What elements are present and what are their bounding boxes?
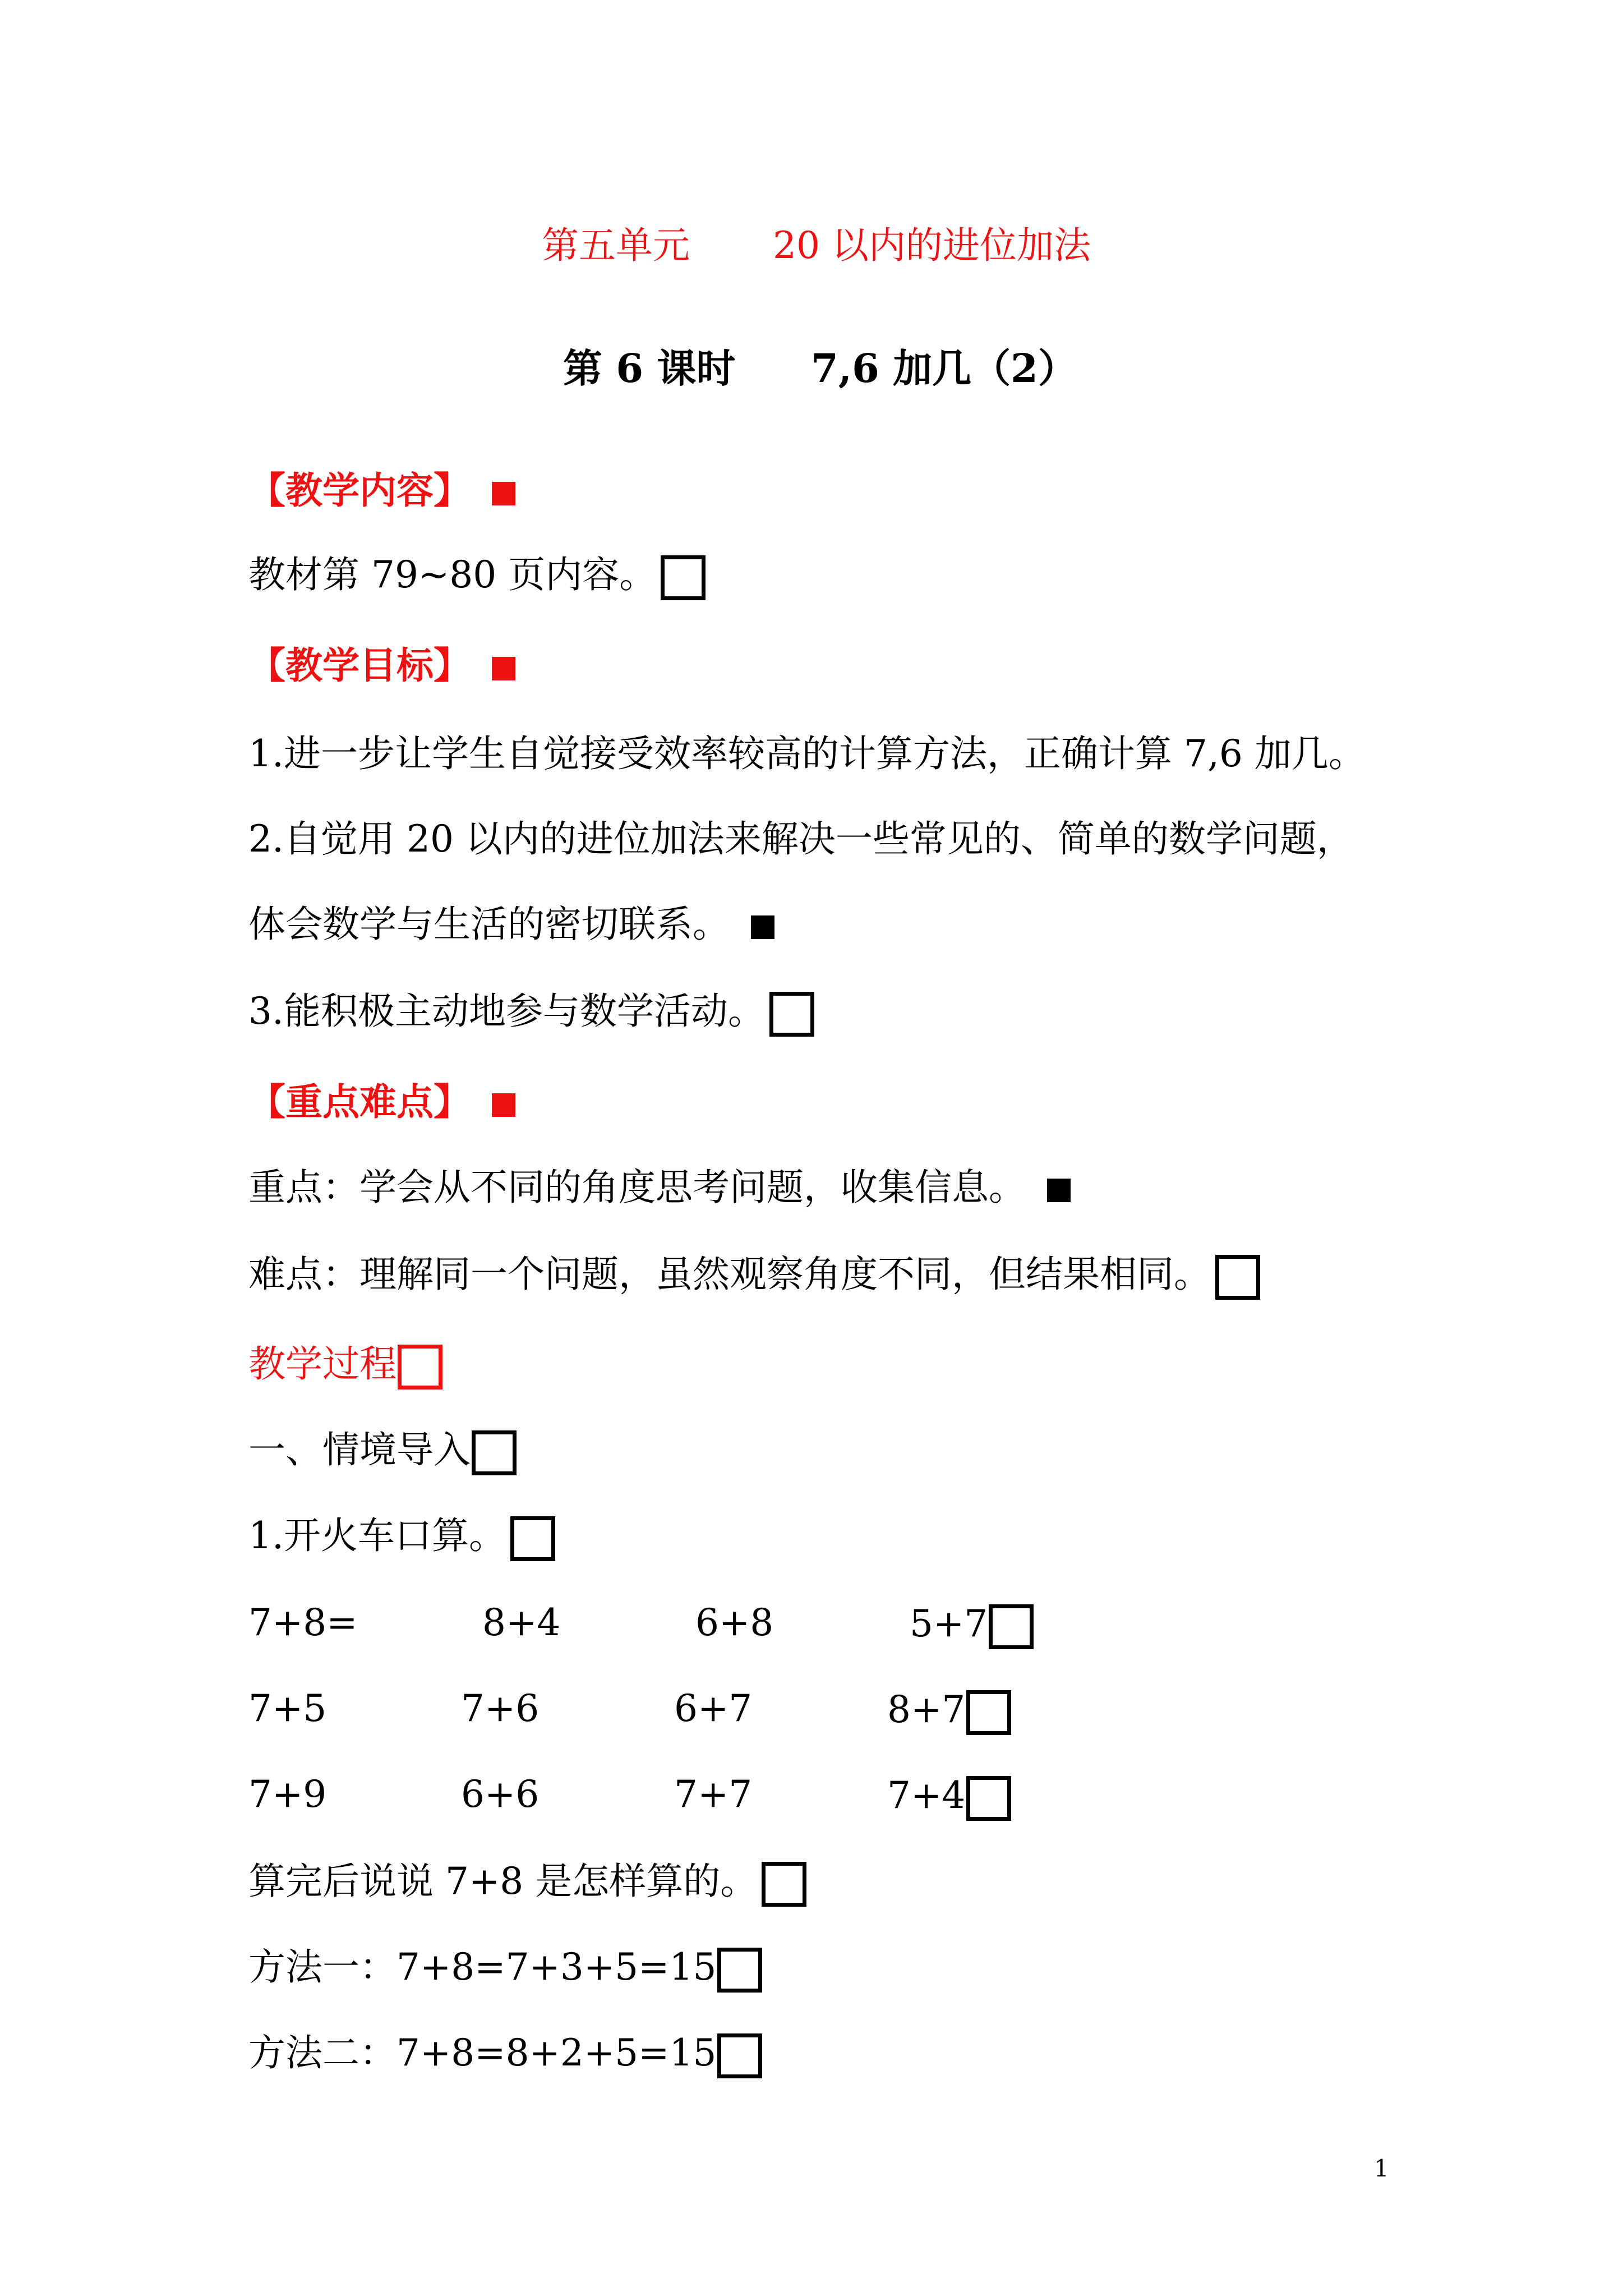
exercise-r1c4	[910, 1604, 1034, 1649]
train	[248, 1516, 555, 1561]
after-text	[248, 1862, 806, 1907]
exercise-r1c4-text: 5+7	[910, 1602, 988, 1645]
after-text-value: 算完后说说 7+8 是怎样算的。	[248, 1860, 758, 1903]
checkbox-icon	[661, 555, 706, 600]
content-text-value: 教材第 79~80 页内容。	[248, 553, 657, 596]
exercise-r2c4-text: 8+7	[887, 1688, 966, 1731]
exercise-r3c1: 7+9	[248, 1773, 327, 1816]
unit-title: 20 以内的进位加法	[773, 224, 1091, 267]
checkbox-icon	[989, 1604, 1034, 1649]
exercise-r1c1: 7+8=	[248, 1601, 358, 1644]
method-2	[248, 2033, 762, 2078]
train-text: 1.开火车口算。	[248, 1514, 506, 1557]
black-square-icon	[751, 915, 774, 939]
red-checkbox-icon	[398, 1345, 442, 1389]
exercise-r2c2: 7+6	[461, 1687, 540, 1730]
checkbox-icon	[510, 1516, 555, 1561]
checkbox-icon	[769, 992, 814, 1037]
intro	[248, 1430, 517, 1475]
exercise-r2c4	[887, 1690, 1011, 1735]
black-square-icon	[1047, 1179, 1071, 1202]
exercise-r2c1: 7+5	[248, 1687, 327, 1730]
checkbox-icon	[966, 1690, 1011, 1735]
red-square-icon	[492, 482, 515, 505]
checkbox-icon	[1215, 1255, 1260, 1300]
key-heading-text: 【重点难点】	[248, 1080, 471, 1124]
difficulty-text: 难点：理解同一个问题，虽然观察角度不同，但结果相同。	[248, 1253, 1211, 1296]
checkbox-icon	[717, 2033, 762, 2078]
unit-label: 第五单元	[542, 224, 690, 267]
goal-1: 1.进一步让学生自觉接受效率较高的计算方法，正确计算 7,6 加几。	[248, 732, 1366, 775]
exercise-r2c3: 6+7	[674, 1687, 753, 1730]
exercise-r3c3: 7+7	[674, 1773, 753, 1816]
key-heading	[248, 1080, 515, 1124]
exercise-r3c4-text: 7+4	[887, 1774, 966, 1817]
red-square-icon	[492, 657, 515, 680]
method-1-text: 方法一：7+8=7+3+5=15	[248, 1945, 717, 1989]
exercise-r1c2: 8+4	[482, 1601, 561, 1644]
goal-2b-text: 体会数学与生活的密切联系。	[248, 903, 730, 946]
goals-heading-text: 【教学目标】	[248, 643, 471, 687]
process-heading	[248, 1342, 442, 1389]
lesson-label: 第 6 课时	[563, 345, 736, 392]
goal-3	[248, 992, 814, 1037]
intro-text: 一、情境导入	[248, 1428, 471, 1471]
content-heading	[248, 468, 515, 512]
goals-heading	[248, 643, 515, 687]
content-heading-text: 【教学内容】	[248, 468, 471, 512]
method-2-text: 方法二：7+8=8+2+5=15	[248, 2031, 717, 2074]
key-point-text: 重点：学会从不同的角度思考问题，收集信息。	[248, 1166, 1026, 1209]
exercise-r3c4	[887, 1776, 1011, 1821]
exercise-r1c3: 6+8	[695, 1601, 774, 1644]
content-text	[248, 555, 706, 600]
checkbox-icon	[472, 1430, 517, 1475]
page-number: 1	[1374, 2155, 1389, 2182]
goal-2a: 2.自觉用 20 以内的进位加法来解决一些常见的、简单的数学问题，	[248, 817, 1354, 861]
goal-2b	[248, 903, 774, 946]
key-point	[248, 1166, 1071, 1209]
checkbox-icon	[717, 1948, 762, 1993]
goal-3-text: 3.能积极主动地参与数学活动。	[248, 990, 765, 1033]
checkbox-icon	[966, 1776, 1011, 1821]
process-heading-text: 教学过程	[248, 1342, 396, 1386]
exercise-r3c2: 6+6	[461, 1773, 540, 1816]
lesson-title: 7,6 加几（2）	[811, 345, 1077, 392]
red-square-icon	[492, 1093, 515, 1117]
difficulty	[248, 1255, 1260, 1300]
method-1	[248, 1945, 762, 1993]
checkbox-icon	[762, 1862, 806, 1907]
